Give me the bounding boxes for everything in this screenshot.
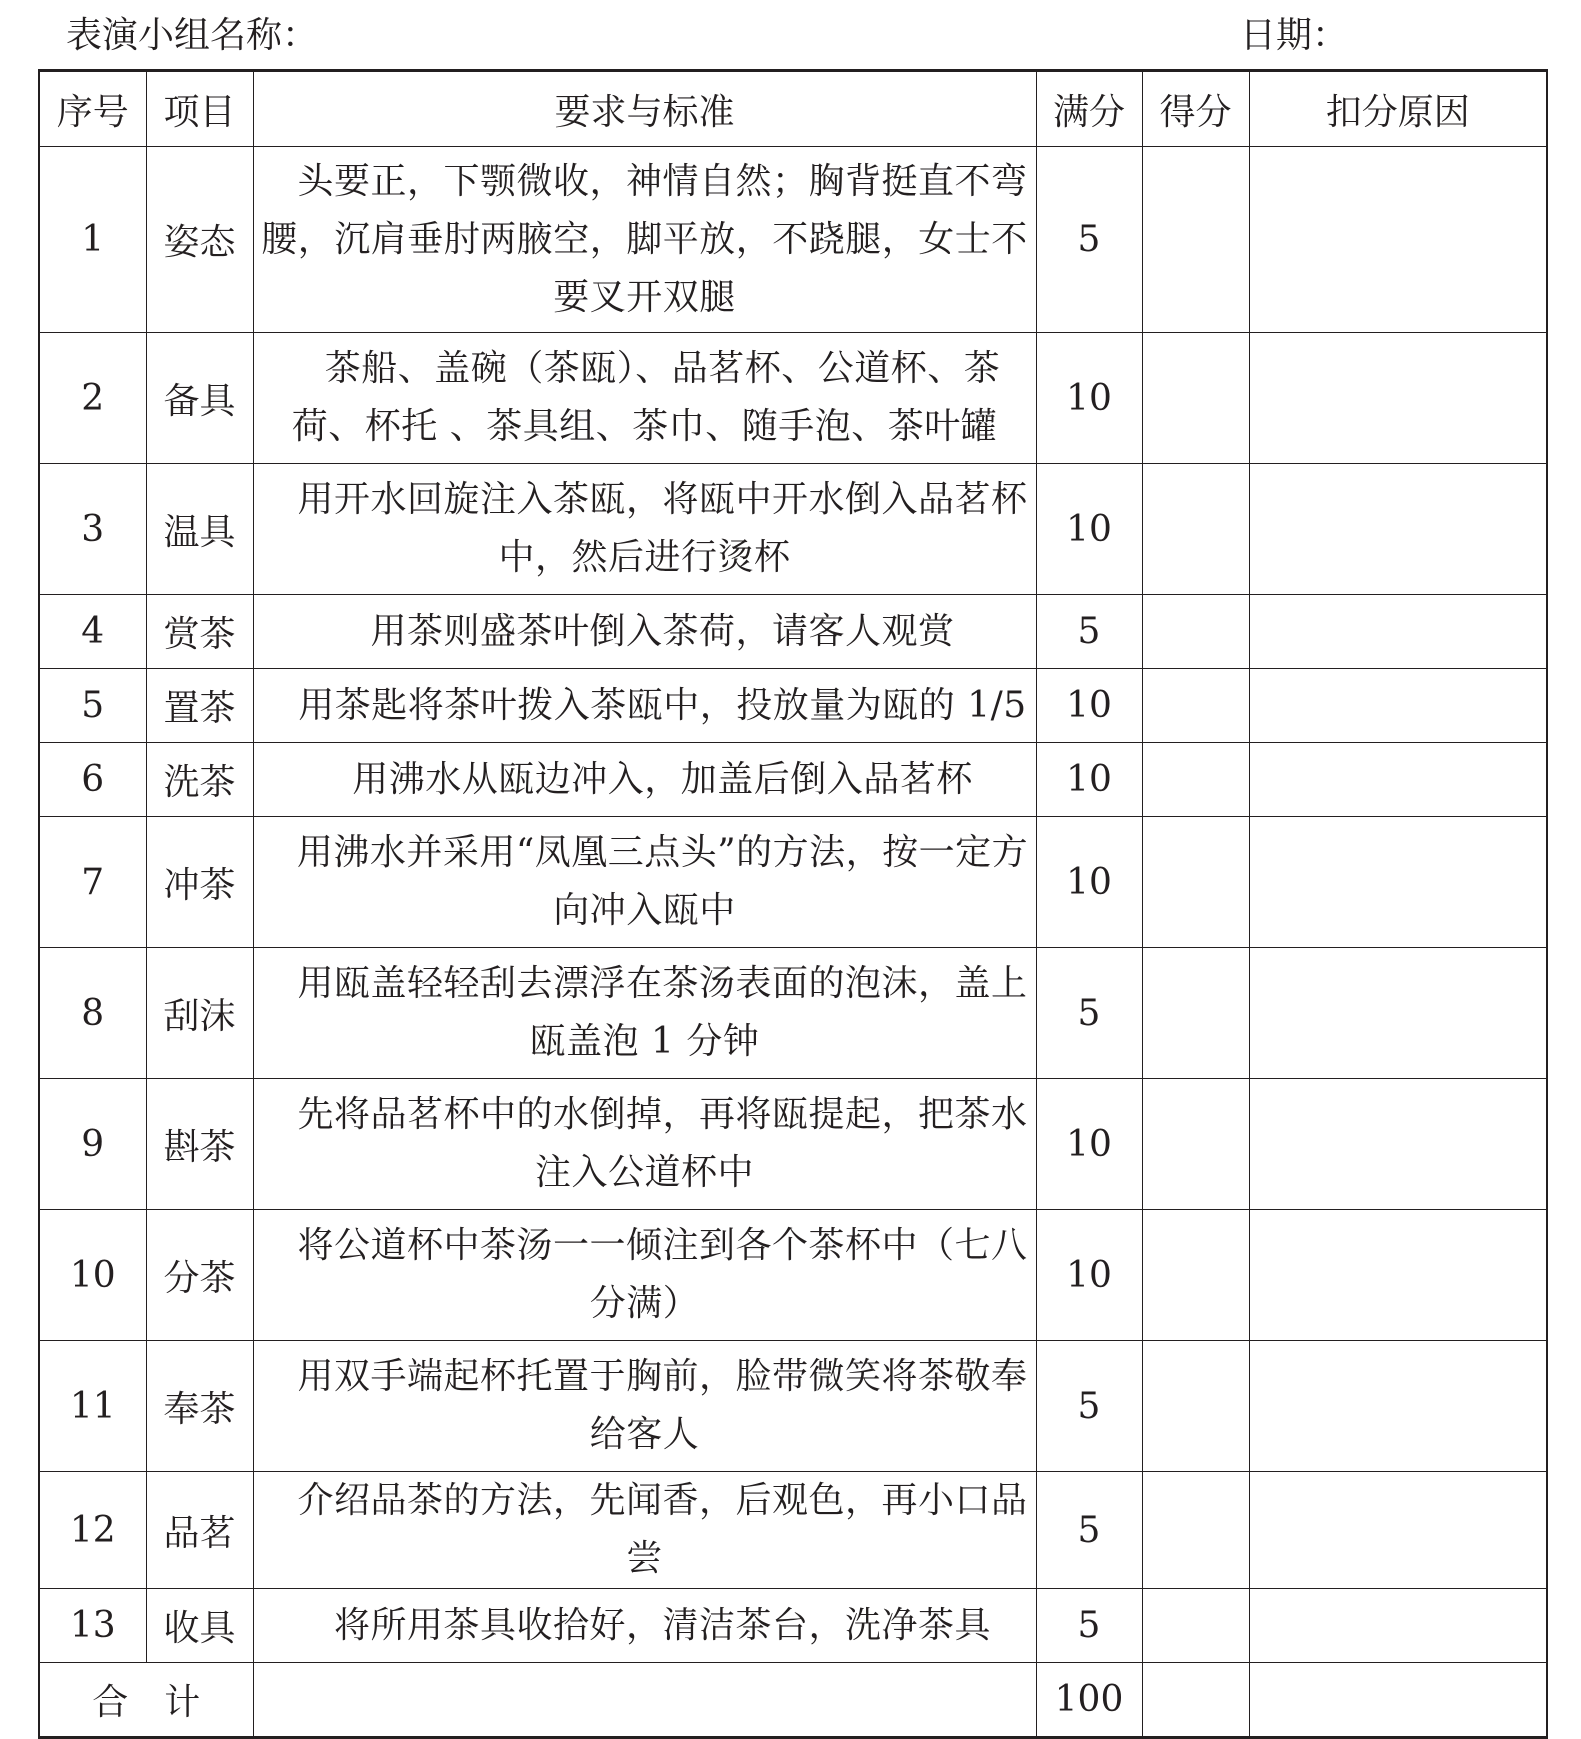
row-full-score: 5 [1036,1472,1142,1589]
table-row [39,948,1547,1079]
row-standard [253,1472,1036,1589]
column-header-score: 得分 [1142,71,1249,147]
row-full-score: 5 [1036,147,1142,333]
row-standard-text: 介绍品茶的方法，先闻香，后观色，再小口品尝 [297,1480,1028,1579]
row-no: 10 [39,1210,146,1341]
date-label: 日期： [1240,15,1349,56]
row-score-cell[interactable] [1142,948,1249,1079]
table-row [39,743,1547,817]
row-standard [253,743,1036,817]
row-reason-cell[interactable] [1249,669,1547,743]
row-standard [253,595,1036,669]
column-header-no: 序号 [39,71,146,147]
row-full-score: 10 [1036,333,1142,464]
row-standard [253,817,1036,948]
total-full-score: 100 [1036,1663,1142,1738]
total-standard-cell [253,1663,1036,1738]
form-header [0,8,1581,64]
table-row [39,333,1547,464]
row-reason-cell[interactable] [1249,948,1547,1079]
row-standard [253,1210,1036,1341]
row-reason-cell[interactable] [1249,333,1547,464]
column-header-deduction-reason: 扣分原因 [1249,71,1547,147]
total-label: 合 计 [39,1663,253,1738]
row-item: 赏茶 [146,595,253,669]
scoring-table [38,69,1548,1739]
row-score-cell[interactable] [1142,1079,1249,1210]
row-reason-cell[interactable] [1249,1472,1547,1589]
column-header-full-score: 满分 [1036,71,1142,147]
row-no: 6 [39,743,146,817]
row-full-score: 10 [1036,1210,1142,1341]
row-standard [253,669,1036,743]
row-item: 刮沫 [146,948,253,1079]
row-full-score: 10 [1036,743,1142,817]
row-no: 8 [39,948,146,1079]
row-standard-text: 先将品茗杯中的水倒掉，再将瓯提起，把茶水注入公道杯中 [297,1094,1028,1193]
row-no: 3 [39,464,146,595]
row-no: 11 [39,1341,146,1472]
row-reason-cell[interactable] [1249,817,1547,948]
row-item: 备具 [146,333,253,464]
row-no: 9 [39,1079,146,1210]
row-reason-cell[interactable] [1249,743,1547,817]
row-item: 姿态 [146,147,253,333]
row-no: 7 [39,817,146,948]
row-reason-cell[interactable] [1249,1589,1547,1663]
total-score-cell[interactable] [1142,1663,1249,1738]
row-score-cell[interactable] [1142,743,1249,817]
row-item: 收具 [146,1589,253,1663]
row-item: 置茶 [146,669,253,743]
row-no: 4 [39,595,146,669]
column-header-standard: 要求与标准 [253,71,1036,147]
total-row [39,1663,1547,1738]
row-score-cell[interactable] [1142,669,1249,743]
row-standard-text: 用沸水从瓯边冲入，加盖后倒入品茗杯 [352,758,973,800]
row-reason-cell[interactable] [1249,1341,1547,1472]
table-header-row [39,71,1547,147]
row-no: 12 [39,1472,146,1589]
table-row [39,669,1547,743]
row-standard-text: 用沸水并采用“凤凰三点头”的方法，按一定方向冲入瓯中 [296,832,1029,931]
row-standard [253,1079,1036,1210]
table-row [39,147,1547,333]
row-full-score: 5 [1036,1589,1142,1663]
row-standard-text: 用开水回旋注入茶瓯，将瓯中开水倒入品茗杯中，然后进行烫杯 [297,479,1028,578]
row-reason-cell[interactable] [1249,464,1547,595]
row-no: 5 [39,669,146,743]
table-row [39,1472,1547,1589]
group-name-label: 表演小组名称： [66,15,319,56]
row-full-score: 5 [1036,1341,1142,1472]
row-score-cell[interactable] [1142,1210,1249,1341]
row-score-cell[interactable] [1142,817,1249,948]
row-standard-text: 用双手端起杯托置于胸前，脸带微笑将茶敬奉给客人 [297,1356,1028,1455]
row-full-score: 10 [1036,464,1142,595]
row-reason-cell[interactable] [1249,1079,1547,1210]
row-item: 洗茶 [146,743,253,817]
row-item: 分茶 [146,1210,253,1341]
row-score-cell[interactable] [1142,333,1249,464]
row-score-cell[interactable] [1142,1472,1249,1589]
table-row [39,595,1547,669]
row-standard-text: 用茶则盛茶叶倒入茶荷，请客人观赏 [370,610,955,652]
row-standard [253,464,1036,595]
row-standard [253,948,1036,1079]
row-score-cell[interactable] [1142,1589,1249,1663]
row-reason-cell[interactable] [1249,147,1547,333]
row-item: 冲茶 [146,817,253,948]
row-item: 温具 [146,464,253,595]
row-score-cell[interactable] [1142,1341,1249,1472]
row-standard-text: 用瓯盖轻轻刮去漂浮在茶汤表面的泡沫，盖上瓯盖泡 1 分钟 [297,963,1028,1062]
table-row [39,464,1547,595]
row-reason-cell[interactable] [1249,595,1547,669]
row-standard [253,333,1036,464]
row-full-score: 5 [1036,595,1142,669]
row-full-score: 10 [1036,817,1142,948]
row-score-cell[interactable] [1142,147,1249,333]
column-header-item: 项目 [146,71,253,147]
row-full-score: 10 [1036,669,1142,743]
row-standard-text: 用茶匙将茶叶拨入茶瓯中，投放量为瓯的 1/5 [298,684,1027,726]
row-score-cell[interactable] [1142,464,1249,595]
table-row [39,1210,1547,1341]
table-row [39,1341,1547,1472]
row-item: 斟茶 [146,1079,253,1210]
row-item: 品茗 [146,1472,253,1589]
row-standard-text: 将所用茶具收拾好，清洁茶台，洗净茶具 [333,1604,991,1646]
row-standard [253,1341,1036,1472]
table-row [39,817,1547,948]
table-row [39,1589,1547,1663]
row-reason-cell[interactable] [1249,1210,1547,1341]
row-standard [253,1589,1036,1663]
row-no: 2 [39,333,146,464]
row-standard [253,147,1036,333]
row-full-score: 10 [1036,1079,1142,1210]
row-item: 奉茶 [146,1341,253,1472]
row-standard-text: 将公道杯中茶汤一一倾注到各个茶杯中（七八分满） [297,1225,1028,1324]
table-row [39,1079,1547,1210]
row-score-cell[interactable] [1142,595,1249,669]
row-full-score: 5 [1036,948,1142,1079]
total-reason-cell[interactable] [1249,1663,1547,1738]
row-standard-text: 茶船、盖碗（茶瓯）、品茗杯、公道杯、茶荷、杯托 、茶具组、茶巾、随手泡、茶叶罐 [291,348,1001,447]
row-standard-text: 头要正，下颚微收，神情自然；胸背挺直不弯腰，沉肩垂肘两腋空，脚平放，不跷腿，女士不要叉开双腿 [261,160,1028,318]
row-no: 1 [39,147,146,333]
row-no: 13 [39,1589,146,1663]
